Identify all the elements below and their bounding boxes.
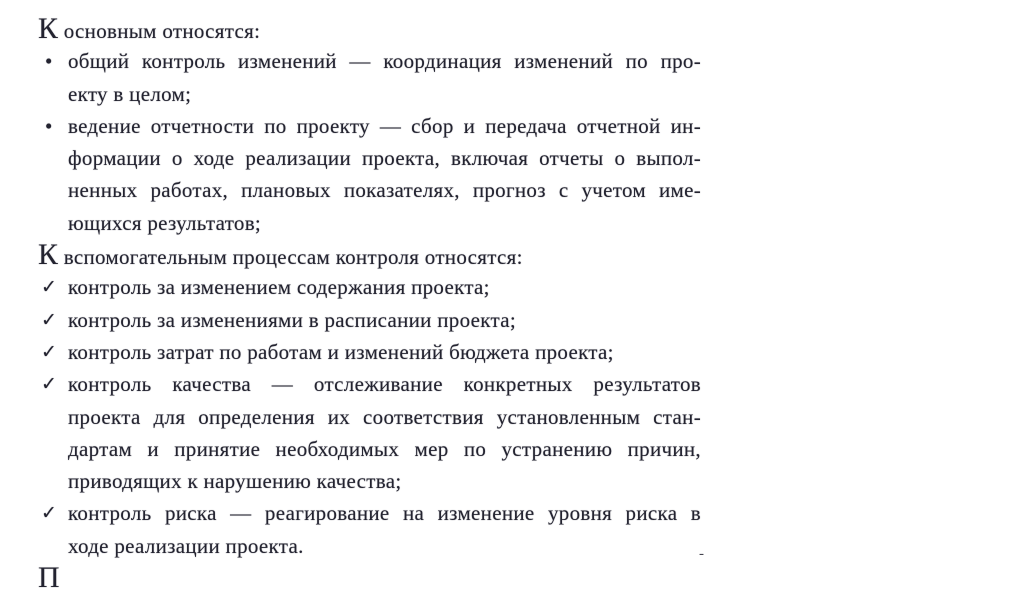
check-icon: ✓	[41, 502, 58, 525]
line-text: контроль за изменением содержания проекта;	[68, 275, 490, 300]
text-line	[38, 497, 701, 529]
text-line: приводящих к нарушению качества;	[68, 469, 402, 494]
line-text: контроль риска — реагирование на изменение уровня риска в	[68, 501, 701, 526]
text-line	[38, 368, 701, 400]
text-line	[38, 336, 701, 368]
text-block	[38, 13, 701, 594]
check-icon: ✓	[41, 340, 58, 363]
check-icon: ✓	[41, 308, 58, 331]
text-line	[38, 45, 701, 77]
check-icon: ✓	[41, 373, 58, 396]
check-icon: ✓	[41, 276, 58, 299]
text-line: ходе реализации проекта.	[68, 533, 304, 558]
text-line	[38, 271, 701, 303]
line-text: общий контроль изменений — координация изменений по про-	[68, 49, 701, 74]
text-line: дартам и принятие необходимых мер по устранению причин,	[68, 436, 701, 461]
text-line: ющихся результатов;	[68, 210, 262, 235]
text-line	[38, 304, 701, 336]
text-line: К вспомогательным процессам контроля относятся:	[38, 238, 523, 272]
line-text: контроль качества — отслеживание конкретных результатов	[68, 372, 701, 397]
line-text: контроль за изменениями в расписании проекта;	[68, 307, 516, 332]
text-line: проекта для определения их соответствия установленным стан-	[68, 404, 701, 429]
text-line	[38, 110, 701, 142]
bullet-icon: •	[45, 49, 53, 74]
bullet-icon: •	[45, 113, 53, 138]
text-line-cutoff: П	[38, 561, 60, 595]
text-line: К основным относятся:	[38, 12, 261, 45]
line-text: контроль затрат по работам и изменений бюджета проекта;	[68, 339, 614, 364]
line-text: ведение отчетности по проекту — сбор и передача отчетной ин-	[68, 113, 701, 138]
scan-artifact-mark: -	[699, 546, 704, 562]
text-line: ненных работах, плановых показателях, прогноз с учетом име-	[68, 178, 701, 203]
text-line: формации о ходе реализации проекта, включая отчеты о выпол-	[68, 146, 701, 171]
text-line: екту в целом;	[68, 81, 192, 106]
